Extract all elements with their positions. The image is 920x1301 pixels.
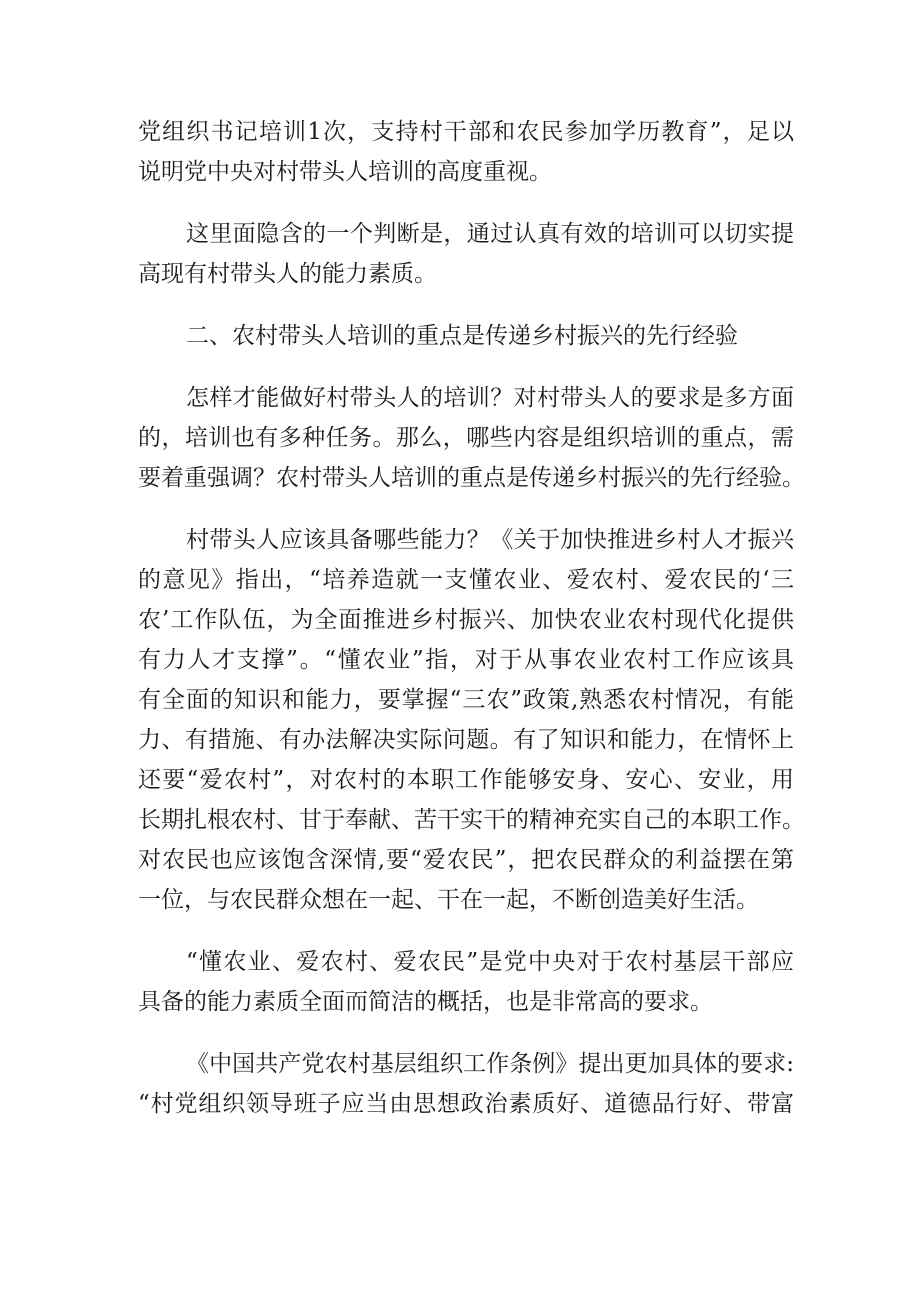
text-line: “村党组织领导班子应当由思想政治素质好、道德品行好、带富 — [138, 1091, 794, 1117]
text-line: 的，培训也有多种任务。那么，哪些内容是组织培训的重点，需 — [138, 425, 794, 451]
body-text — [138, 112, 805, 1124]
text-line: 一位，与农民群众想在一起、干在一起，不断创造美好生活。 — [138, 887, 759, 913]
text-line: 还要“爱农村”，对农村的本职工作能够安身、安心、安业，用 — [138, 767, 794, 793]
text-line: 农’工作队伍，为全面推进乡村振兴、加快农业农村现代化提供 — [138, 607, 794, 633]
text-line: 长期扎根农村、甘于奉献、苦干实干的精神充实自己的本职工作。 — [138, 807, 805, 833]
text-line: 村带头人应该具备哪些能力？《关于加快推进乡村人才振兴 — [186, 527, 794, 553]
text-line: 对农民也应该饱含深情,要“爱农民”，把农民群众的利益摆在第 — [138, 847, 794, 873]
text-line: 《中国共产党农村基层组织工作条例》提出更加具体的要求: — [186, 1051, 794, 1077]
text-line: 高现有村带头人的能力素质。 — [138, 261, 437, 287]
text-line: 力、有措施、有办法解决实际问题。有了知识和能力，在情怀上 — [138, 727, 794, 753]
text-line: 要着重强调？农村带头人培训的重点是传递乡村振兴的先行经验。 — [138, 465, 805, 491]
text-line: 的意见》指出，“培养造就一支懂农业、爱农村、爱农民的‘三 — [138, 567, 794, 593]
text-line: 怎样才能做好村带头人的培训？对村带头人的要求是多方面 — [186, 385, 794, 411]
text-line: 党组织书记培训1次，支持村干部和农民参加学历教育”，足以 — [138, 119, 794, 145]
text-line: 具备的能力素质全面而简洁的概括，也是非常高的要求。 — [138, 989, 713, 1015]
text-line: “懂农业、爱农村、爱农民”是党中央对于农村基层干部应 — [186, 949, 794, 975]
text-line: 这里面隐含的一个判断是，通过认真有效的培训可以切实提 — [186, 221, 794, 247]
text-line: 有力人才支撑”。“懂农业”指，对于从事农业农村工作应该具 — [138, 647, 794, 673]
section-heading: 二、农村带头人培训的重点是传递乡村振兴的先行经验 — [186, 323, 738, 349]
text-line: 说明党中央对村带头人培训的高度重视。 — [138, 159, 552, 185]
text-line: 有全面的知识和能力，要掌握“三农”政策,熟悉农村情况，有能 — [138, 687, 794, 713]
